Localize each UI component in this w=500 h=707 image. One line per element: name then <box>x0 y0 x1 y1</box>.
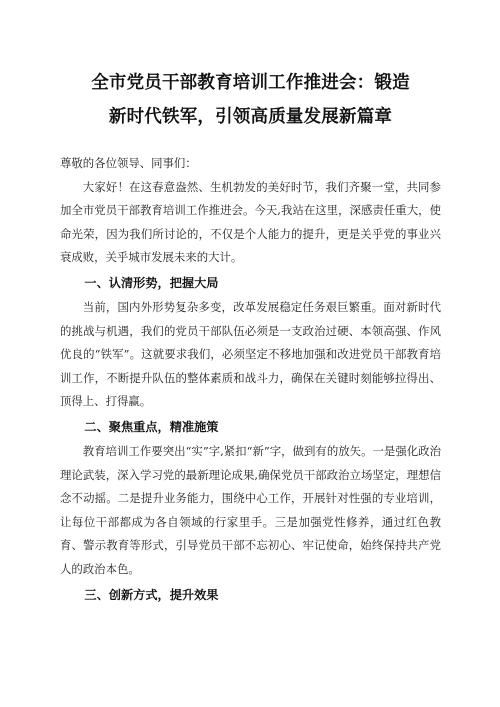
title-line-2: 新时代铁军，引领高质量发展新篇章 <box>108 107 393 127</box>
section-heading-3: 三、创新方式，提升效果 <box>84 587 219 602</box>
title-line-1: 全市党员干部教育培训工作推进会：锻造 <box>91 73 410 93</box>
document-body <box>60 152 441 608</box>
salutation: 尊敬的各位领导、同事们： <box>60 156 197 170</box>
section-paragraph-1: 当前，国内外形势复杂多变，改革发展稳定任务艰巨繁重。面对新时代的挑战与机遇，我们的党员干部队伍必须是一支政治过硬、本领高强、作风优良的“铁军”。这就要求我们，必须坚定不移地加强和改进党员干部教育培训工作，不断提升队伍的整体素质和战斗力，确保在关键时刻能够拉得出、顶得上、打得赢。 <box>60 299 441 409</box>
section-heading-1: 一、认清形势，把握大局 <box>84 275 219 290</box>
intro-paragraph: 大家好！在这春意盎然、生机勃发的美好时节，我们齐聚一堂，共同参加全市党员干部教育培训工作推进会。今天,我站在这里，深感责任重大，使命光荣，因为我们所讨论的，不仅是个人能力的提升，更是关乎党的事业兴衰成败，关乎城市发展未来的大计。 <box>60 179 441 265</box>
section-paragraph-2: 教育培训工作要突出“实”字,紧扣“新”字，做到有的放矢。一是强化政治理论武装，深入学习党的最新理论成果,确保党员干部政治立场坚定，理想信念不动摇。二是提升业务能力，围绕中心工作，开展针对性强的专业培训，让每位干部都成为各自领域的行家里手。三是加强党性修养，通过红色教育、警示教育等形式，引导党员干部不忘初心、牢记使命，始终保持共产党人的政治本色。 <box>60 443 441 576</box>
document-title <box>60 0 441 134</box>
section-heading-2: 二、聚焦重点，精准施策 <box>84 419 219 434</box>
